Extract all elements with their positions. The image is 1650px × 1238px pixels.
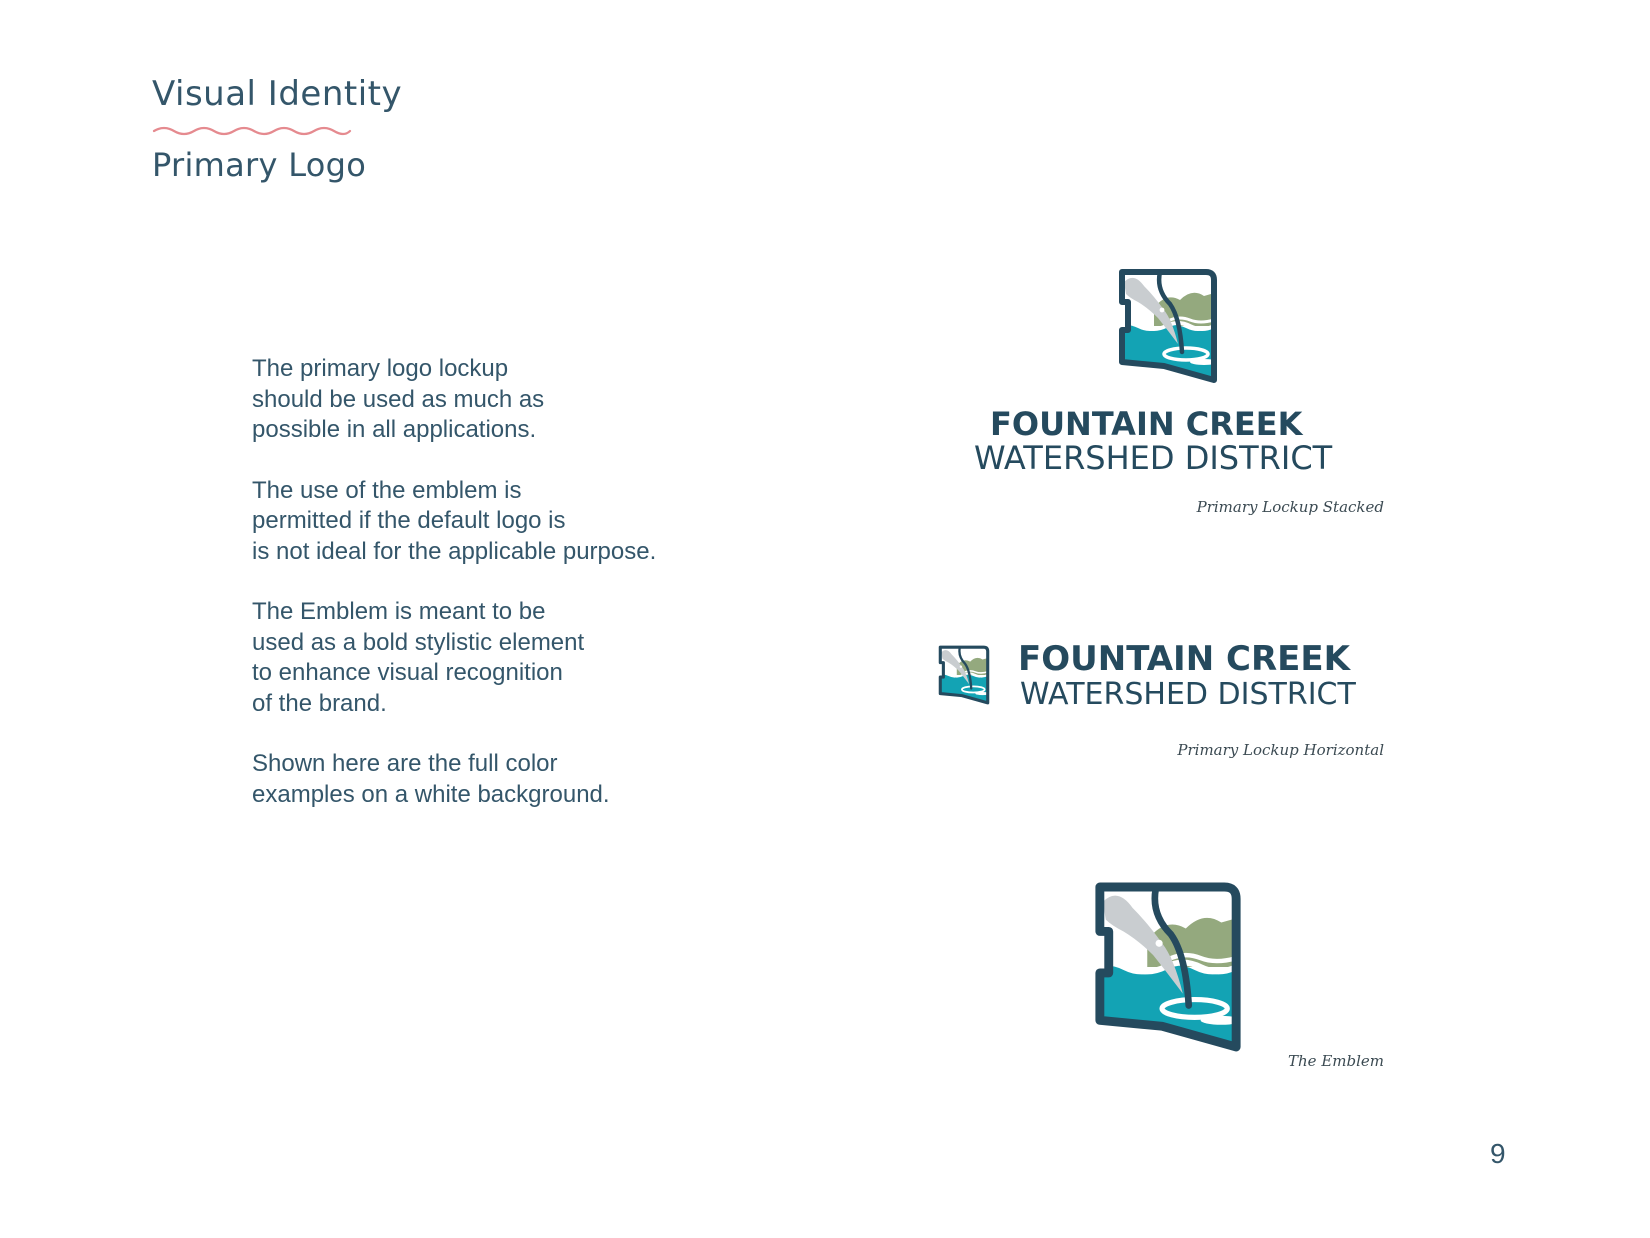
wordmark-line1: FOUNTAIN CREEK: [990, 405, 1303, 443]
body-paragraph: The primary logo lockup should be used as much as possible in all applications.: [252, 355, 545, 443]
body-copy: [252, 354, 752, 840]
emblem-caption: The Emblem: [1288, 1052, 1384, 1070]
wordmark-line1: FOUNTAIN CREEK: [1018, 639, 1350, 679]
emblem-standalone: [1088, 872, 1248, 1062]
fountain-creek-emblem-icon: [1088, 872, 1248, 1062]
body-paragraph: The use of the emblem is permitted if the default logo is is not ideal for the applicable purpose.: [252, 476, 657, 565]
section-title: Visual Identity: [152, 74, 403, 114]
body-paragraph: The Emblem is meant to be used as a bold stylistic element to enhance visual recognition of the brand.: [252, 598, 585, 717]
wordmark-line2: WATERSHED DISTRICT: [974, 439, 1333, 477]
stacked-caption: Primary Lockup Stacked: [1196, 498, 1384, 516]
page-title: Primary Logo: [152, 146, 367, 184]
page-number: 9: [1490, 1138, 1506, 1169]
stacked-lockup: [960, 262, 1400, 522]
body-paragraph: Shown here are the full color examples on a white background.: [252, 750, 610, 808]
horizontal-caption: Primary Lockup Horizontal: [1177, 741, 1384, 759]
decorative-squiggle: [152, 124, 352, 138]
horizontal-lockup: [936, 638, 1416, 718]
wordmark-line2: WATERSHED DISTRICT: [1020, 677, 1356, 712]
fountain-creek-emblem-icon: [1114, 262, 1222, 390]
fountain-creek-emblem-icon: [936, 642, 992, 708]
